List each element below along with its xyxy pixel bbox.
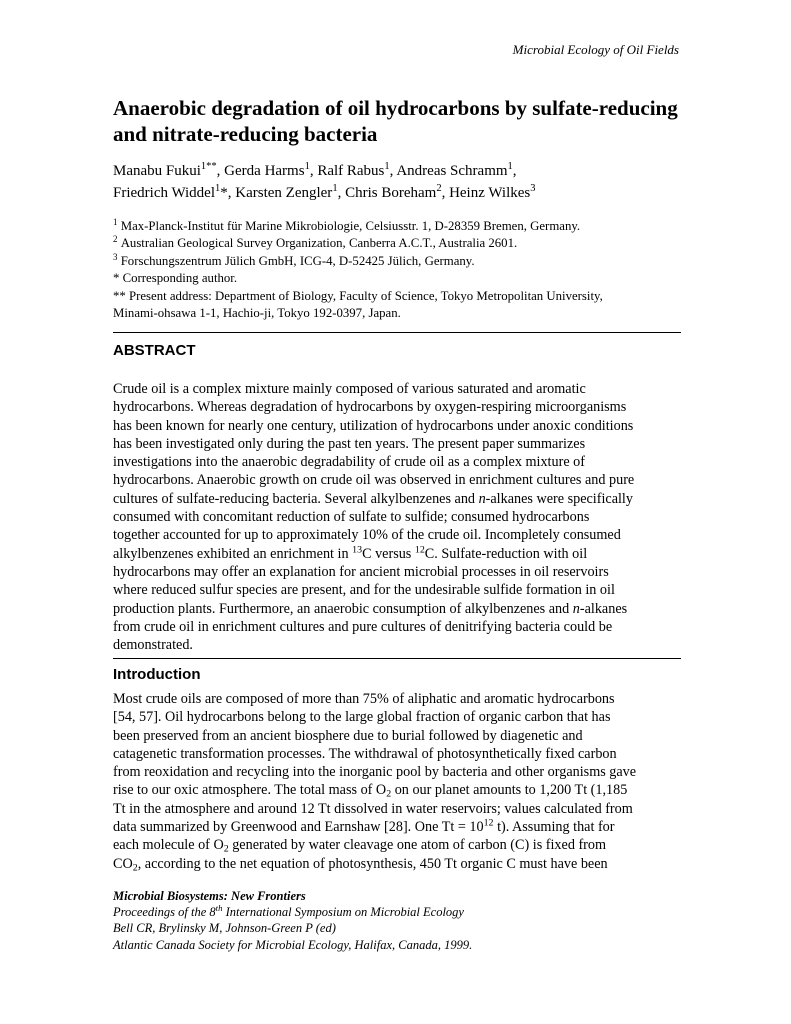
- affiliation-3: [113, 253, 693, 270]
- abstract-line: investigations into the anaerobic degradability of crude oil as a complex mixture of: [113, 454, 585, 471]
- text-run: production plants. Furthermore, an anaerobic consumption of alkylbenzenes and: [113, 600, 573, 617]
- abstract-line: has been investigated only during the past ten years. The present paper summarizes: [113, 435, 586, 452]
- text-run: alkylbenzenes exhibited an enrichment in: [113, 545, 353, 562]
- corresponding-author-note: * Corresponding author.: [113, 271, 238, 286]
- author-list: [113, 160, 693, 204]
- abstract-line: [113, 600, 683, 618]
- affiliation-2: [113, 235, 693, 252]
- superscript: 12: [414, 544, 425, 556]
- abstract-line: from crude oil in enrichment cultures and pure cultures of denitrifying bacteria could be: [113, 618, 613, 635]
- subscript: 2: [386, 788, 392, 800]
- introduction-heading: Introduction: [113, 666, 201, 683]
- body-line: Tt in the atmosphere and around 12 Tt dissolved in water reservoirs; values calculated from: [113, 800, 633, 817]
- present-address-line-1: ** Present address: Department of Biology, Faculty of Science, Tokyo Metropolitan University,: [113, 288, 603, 303]
- italic-run: n: [572, 600, 580, 617]
- author-affil-mark: 1: [332, 183, 338, 195]
- author-line-1: Manabu Fukui$^{1**}$, Gerda Harms$^1$, Ralf Rabus$^1$, Andreas Schramm$^1$,: [113, 161, 517, 179]
- text-run: on our planet amounts to 1,200 Tt (1,185: [391, 782, 628, 799]
- subscript: 2: [132, 862, 138, 874]
- abstract-line: consumed with concomitant reduction of sulfate to sulfide; consumed hydrocarbons: [113, 509, 590, 526]
- author-line-2: Friedrich Widdel$^1$*, Karsten Zengler$^1$, Chris Boreham$^2$, Heinz Wilkes$^3$: [113, 183, 536, 201]
- body-line: [113, 855, 683, 873]
- author-affil-mark: 1: [304, 161, 310, 173]
- text-run: each molecule of O: [113, 837, 224, 854]
- abstract-line: Crude oil is a complex mixture mainly composed of various saturated and aromatic: [113, 381, 586, 397]
- affiliation-text: Australian Geological Survey Organization, Canberra A.C.T., Australia 2601.: [120, 236, 518, 251]
- text-run: International Symposium on Microbial Ecology: [222, 905, 464, 920]
- body-line: Most crude oils are composed of more than 75% of aliphatic and aromatic hydrocarbons: [113, 691, 615, 707]
- author-affil-mark: 1: [507, 161, 513, 173]
- abstract-top-rule: [113, 332, 681, 333]
- text-run: generated by water cleavage one atom of carbon (C) is fixed from: [228, 837, 607, 854]
- author-affil-mark: 3: [530, 183, 536, 195]
- body-line: [113, 781, 683, 799]
- footer-line: [113, 904, 693, 920]
- superscript: 12: [483, 817, 494, 829]
- author-name: Friedrich Widdel: [113, 185, 216, 201]
- affiliations: [113, 218, 693, 322]
- affiliation-number: 2: [113, 234, 118, 245]
- text-run: t). Assuming that for: [493, 819, 615, 836]
- abstract-line: hydrocarbons. Anaerobic growth on crude oil was observed in enrichment cultures and pure: [113, 472, 635, 489]
- body-line: [113, 818, 683, 836]
- author-name: Gerda Harms: [224, 163, 305, 179]
- abstract-line: demonstrated.: [113, 637, 193, 654]
- footer-line: Microbial Biosystems: New Frontiers: [113, 889, 306, 903]
- subscript: 2: [223, 843, 229, 855]
- abstract-heading: ABSTRACT: [113, 342, 196, 359]
- author-name: Manabu Fukui: [113, 163, 201, 179]
- body-line: been preserved from an ancient biosphere due to burial followed by diagenetic and: [113, 727, 583, 744]
- author-affil-mark: 2: [436, 183, 442, 195]
- text-run: Proceedings of the 8: [113, 905, 216, 920]
- author-name: Heinz Wilkes: [449, 185, 531, 201]
- author-name: Ralf Rabus: [317, 163, 385, 179]
- abstract-line: hydrocarbons. Whereas degradation of hydrocarbons by oxygen-respiring microorganisms: [113, 399, 627, 416]
- body-line: catagenetic transformation processes. The withdrawal of photosynthetically fixed carbon: [113, 745, 617, 762]
- superscript: 13: [352, 544, 363, 556]
- abstract-line: [113, 490, 683, 508]
- abstract-line: [113, 545, 683, 563]
- affiliation-text: Max-Planck-Institut für Marine Mikrobiologie, Celsiusstr. 1, D-28359 Bremen, Germany.: [120, 219, 581, 233]
- text-run: CO: [113, 855, 133, 872]
- abstract-line: together accounted for up to approximately 10% of the crude oil. Incompletely consumed: [113, 527, 621, 544]
- paper-title: Anaerobic degradation of oil hydrocarbons by sulfate-reducing and nitrate-reducing bacteria: [113, 96, 678, 146]
- affiliation-1: [113, 218, 693, 235]
- corresponding-mark: *: [220, 185, 228, 201]
- affiliation-text: Forschungszentrum Jülich GmbH, ICG-4, D-52425 Jülich, Germany.: [120, 253, 475, 268]
- abstract-line: where reduced sulfur species are present, and for the undesirable sulfide formation in oil: [113, 582, 615, 599]
- abstract-line: hydrocarbons may offer an explanation for ancient microbial processes in oil reservoirs: [113, 563, 609, 580]
- author-name: Chris Boreham: [345, 185, 437, 201]
- text-run: , according to the net equation of photosynthesis, 450 Tt organic C must have been: [137, 855, 608, 872]
- body-line: [113, 836, 683, 854]
- abstract-line: has been known for nearly one century, utilization of hydrocarbons under anoxic conditions: [113, 417, 634, 434]
- italic-run: n: [478, 490, 486, 507]
- introduction-text: [113, 690, 683, 873]
- text-run: rise to our oxic atmosphere. The total mass of O: [113, 782, 387, 799]
- superscript: th: [215, 903, 223, 914]
- affiliation-number: 3: [113, 251, 118, 262]
- author-name: Karsten Zengler: [235, 185, 333, 201]
- proceedings-footer: [113, 888, 693, 953]
- body-line: from reoxidation and recycling into the inorganic pool by bacteria and other organisms gave: [113, 764, 637, 781]
- text-run: -alkanes: [579, 600, 628, 617]
- abstract-text: [113, 380, 683, 654]
- affiliation-number: 1: [113, 217, 118, 228]
- present-address-line-2: Minami-ohsawa 1-1, Hachio-ji, Tokyo 192-0397, Japan.: [113, 306, 401, 321]
- text-run: C versus: [362, 545, 415, 562]
- author-affil-mark: 1**: [200, 161, 217, 173]
- author-affil-mark: 1: [384, 161, 390, 173]
- text-run: -alkanes were specifically: [485, 490, 633, 507]
- author-affil-mark: 1: [215, 183, 221, 195]
- footer-line: Bell CR, Brylinsky M, Johnson-Green P (ed): [113, 921, 336, 936]
- author-name: Andreas Schramm: [396, 163, 508, 179]
- running-head: Microbial Ecology of Oil Fields: [512, 42, 679, 57]
- text-run: C. Sulfate-reduction with oil: [424, 545, 588, 562]
- text-run: cultures of sulfate-reducing bacteria. Several alkylbenzenes and: [113, 490, 479, 507]
- footer-line: Atlantic Canada Society for Microbial Ecology, Halifax, Canada, 1999.: [113, 937, 473, 952]
- introduction-top-rule: [113, 658, 681, 659]
- text-run: data summarized by Greenwood and Earnshaw [28]. One Tt = 10: [113, 819, 484, 836]
- body-line: [54, 57]. Oil hydrocarbons belong to the large global fraction of organic carbon that has: [113, 709, 611, 726]
